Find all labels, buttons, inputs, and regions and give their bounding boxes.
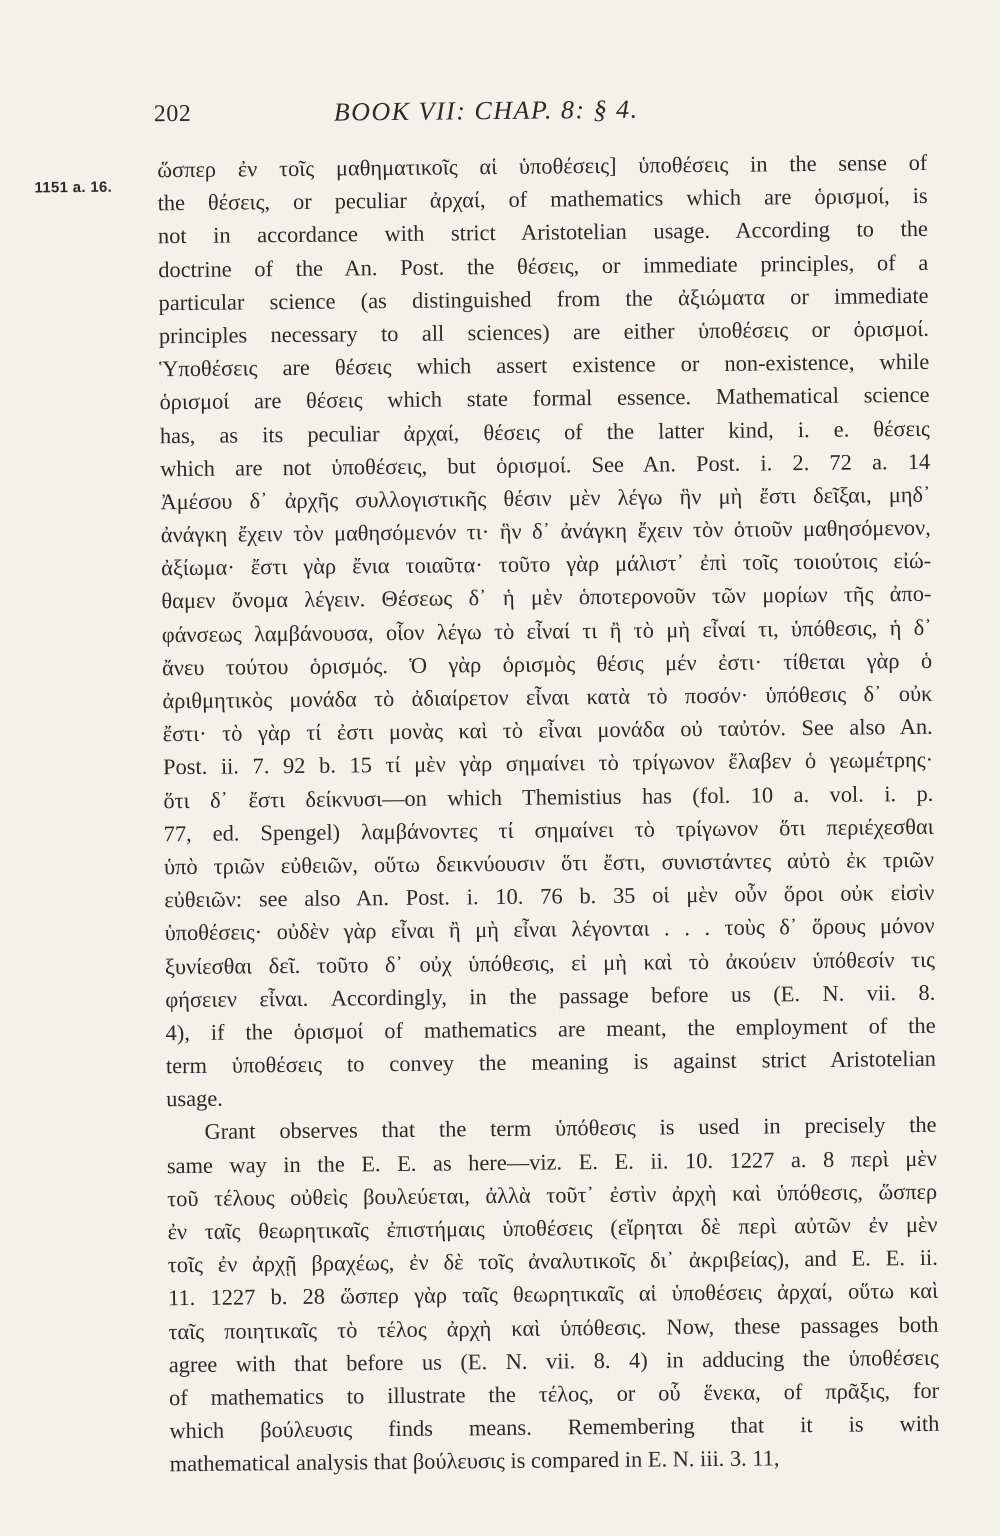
text-line: εὐθειῶν: see also An. Post. i. 10. 76 b. 35 οἱ μὲν οὖν ὅροι οὐκ εἰσὶν bbox=[164, 879, 935, 913]
text-line: θαμεν ὄνομα λέγειν. Θέσεως δ᾽ ἡ μὲν ὁποτερονοῦν τῶν μορίων τῆς ἀπο- bbox=[161, 581, 932, 614]
text-line: doctrine of the An. Post. the θέσεις, or immediate principles, of a bbox=[158, 249, 929, 282]
text-line: Post. ii. 7. 92 b. 15 τί μὲν γὰρ σημαίνει τὸ τρίγωνον ἔλαβεν ὁ γεωμέτρης· bbox=[162, 747, 934, 780]
commentary-text bbox=[157, 146, 940, 1481]
text-line: ἀνάγκη ἔχειν τὸν μαθησόμενόν τι· ἣν δ᾽ ἀνάγκη ἔχειν τὸν ὁτιοῦν μαθησόμενον, bbox=[160, 514, 931, 548]
text-line: ἄνευ τούτου ὁρισμός. Ὁ γὰρ ὁρισμὸς θέσις μέν ἐστι· τίθεται γὰρ ὁ bbox=[161, 647, 933, 681]
running-head: BOOK VII: CHAP. 8: § 4. bbox=[333, 94, 639, 127]
page-number: 202 bbox=[153, 100, 192, 128]
text-line: has, as its peculiar ἀρχαί, θέσεις of the latter kind, i. e. θέσεις bbox=[159, 415, 930, 448]
text-line: not in accordance with strict Aristotelian usage. According to the bbox=[157, 216, 929, 249]
text-line: 11. 1227 b. 28 ὥσπερ γὰρ ταῖς θεωρητικαῖς αἱ ὑποθέσεις ἀρχαί, οὕτω καὶ bbox=[168, 1278, 939, 1311]
text-line: the θέσεις, or peculiar ἀρχαί, of mathematics which are ὁρισμοί, is bbox=[157, 183, 928, 216]
text-line: ἀξίωμα· ἔστι γὰρ ἔνια τοιαῦτα· τοῦτο γὰρ μάλιστ᾽ ἐπὶ τοῖς τοιούτοις εἰώ- bbox=[161, 548, 932, 581]
text-line: same way in the E. E. as here—viz. E. E. ii. 10. 1227 a. 8 περὶ μὲν bbox=[166, 1145, 937, 1178]
text-line: which βούλευσις finds means. Remembering that it is with bbox=[169, 1410, 940, 1444]
text-line: principles necessary to all sciences) are either ὑποθέσεις or ὁρισμοί. bbox=[158, 315, 929, 349]
text-line: Ὑποθέσεις are θέσεις which assert existence or non-existence, while bbox=[159, 348, 930, 382]
text-line: ὑπὸ τριῶν εὐθειῶν, οὕτω δεικνύουσιν ὅτι ἔστι, συνιστάντες αὐτὸ ἐκ τριῶν bbox=[163, 846, 935, 880]
text-line: ἔστι· τὸ γὰρ τί ἐστι μονὰς καὶ τὸ εἶναι μονάδα οὐ ταὐτόν. See also An. bbox=[162, 714, 933, 747]
text-line: ἀριθμητικὸς μονάδα τὸ ἀδιαίρετον εἶναι κατὰ τὸ ποσόν· ὑπόθεσις δ᾽ οὐκ bbox=[162, 680, 933, 714]
text-line: ὁρισμοί are θέσεις which state formal essence. Mathematical science bbox=[159, 382, 930, 415]
text-line: φάνσεως λαμβάνουσα, οἷον λέγω τὸ εἶναί τι ἢ τὸ μὴ εἶναί τι, ὑπόθεσις, ἡ δ᾽ bbox=[161, 614, 932, 647]
text-line: mathematical analysis that βούλευσις is compared in E. N. iii. 3. 11, bbox=[169, 1445, 780, 1477]
text-line: 77, ed. Spengel) λαμβάνοντες τί σημαίνει τὸ τρίγωνον ὅτι περιέχεσθαι bbox=[163, 813, 934, 846]
line-reference: 1151 a. 16. bbox=[34, 178, 113, 197]
text-line: of mathematics to illustrate the τέλος, or οὗ ἕνεκα, of πρᾶξις, for bbox=[168, 1377, 940, 1411]
page-header bbox=[0, 87, 994, 137]
text-line: ἐν ταῖς θεωρητικαῖς ἐπιστήμαις ὑποθέσεις (εἴρηται δὲ περὶ αὐτῶν ἐν μὲν bbox=[167, 1211, 938, 1245]
text-line: τοῖς ἐν ἀρχῇ βραχέως, ἐν δὲ τοῖς ἀναλυτικοῖς δι᾽ ἀκριβείας), and E. E. ii. bbox=[167, 1245, 938, 1278]
text-line: which are not ὑποθέσεις, but ὁρισμοί. See An. Post. i. 2. 72 a. 14 bbox=[160, 448, 931, 481]
text-line: ὑποθέσεις· οὐδὲν γὰρ εἶναι ἢ μὴ εἶναι λέγονται . . . τοὺς δ᾽ ὅρους μόνον bbox=[164, 913, 935, 946]
text-line: usage. bbox=[166, 1085, 223, 1112]
text-line: agree with that before us (E. N. vii. 8. 4) in adducing the ὑποθέσεις bbox=[168, 1344, 939, 1377]
text-line: term ὑποθέσεις to convey the meaning is against strict Aristotelian bbox=[165, 1045, 937, 1079]
text-line: ὅτι δ᾽ ἔστι δείκνυσι—on which Themistius has (fol. 10 a. vol. i. p. bbox=[163, 780, 934, 813]
text-line: ταῖς ποιητικαῖς τὸ τέλος ἀρχὴ καὶ ὑπόθεσις. Now, these passages both bbox=[168, 1311, 939, 1344]
text-line: Grant observes that the term ὑπόθεσις is used in precisely the bbox=[204, 1112, 937, 1145]
text-line: τοῦ τέλους οὐθεὶς βουλεύεται, ἀλλὰ τοῦτ᾽ ἐστὶν ἀρχὴ καὶ ὑπόθεσις, ὥσπερ bbox=[167, 1178, 938, 1212]
text-line: 4), if the ὁρισμοί of mathematics are meant, the employment of the bbox=[165, 1012, 936, 1046]
text-line: Ἀμέσου δ᾽ ἀρχῆς συλλογιστικῆς θέσιν μὲν λέγω ἣν μὴ ἔστι δεῖξαι, μηδ᾽ bbox=[160, 481, 931, 515]
text-line: ὥσπερ ἐν τοῖς μαθηματικοῖς αἱ ὑποθέσεις] ὑποθέσεις in the sense of bbox=[157, 149, 928, 183]
text-line: particular science (as distinguished from the ἀξιώματα or immediate bbox=[158, 282, 929, 316]
text-line: ξυνίεσθαι δεῖ. τοῦτο δ᾽ οὐχ ὑπόθεσις, εἰ μὴ καὶ τὸ ἀκούειν ὑπόθεσίν τις bbox=[164, 946, 936, 979]
text-line: φήσειεν εἶναι. Accordingly, in the passage before us (E. N. vii. 8. bbox=[165, 979, 936, 1012]
